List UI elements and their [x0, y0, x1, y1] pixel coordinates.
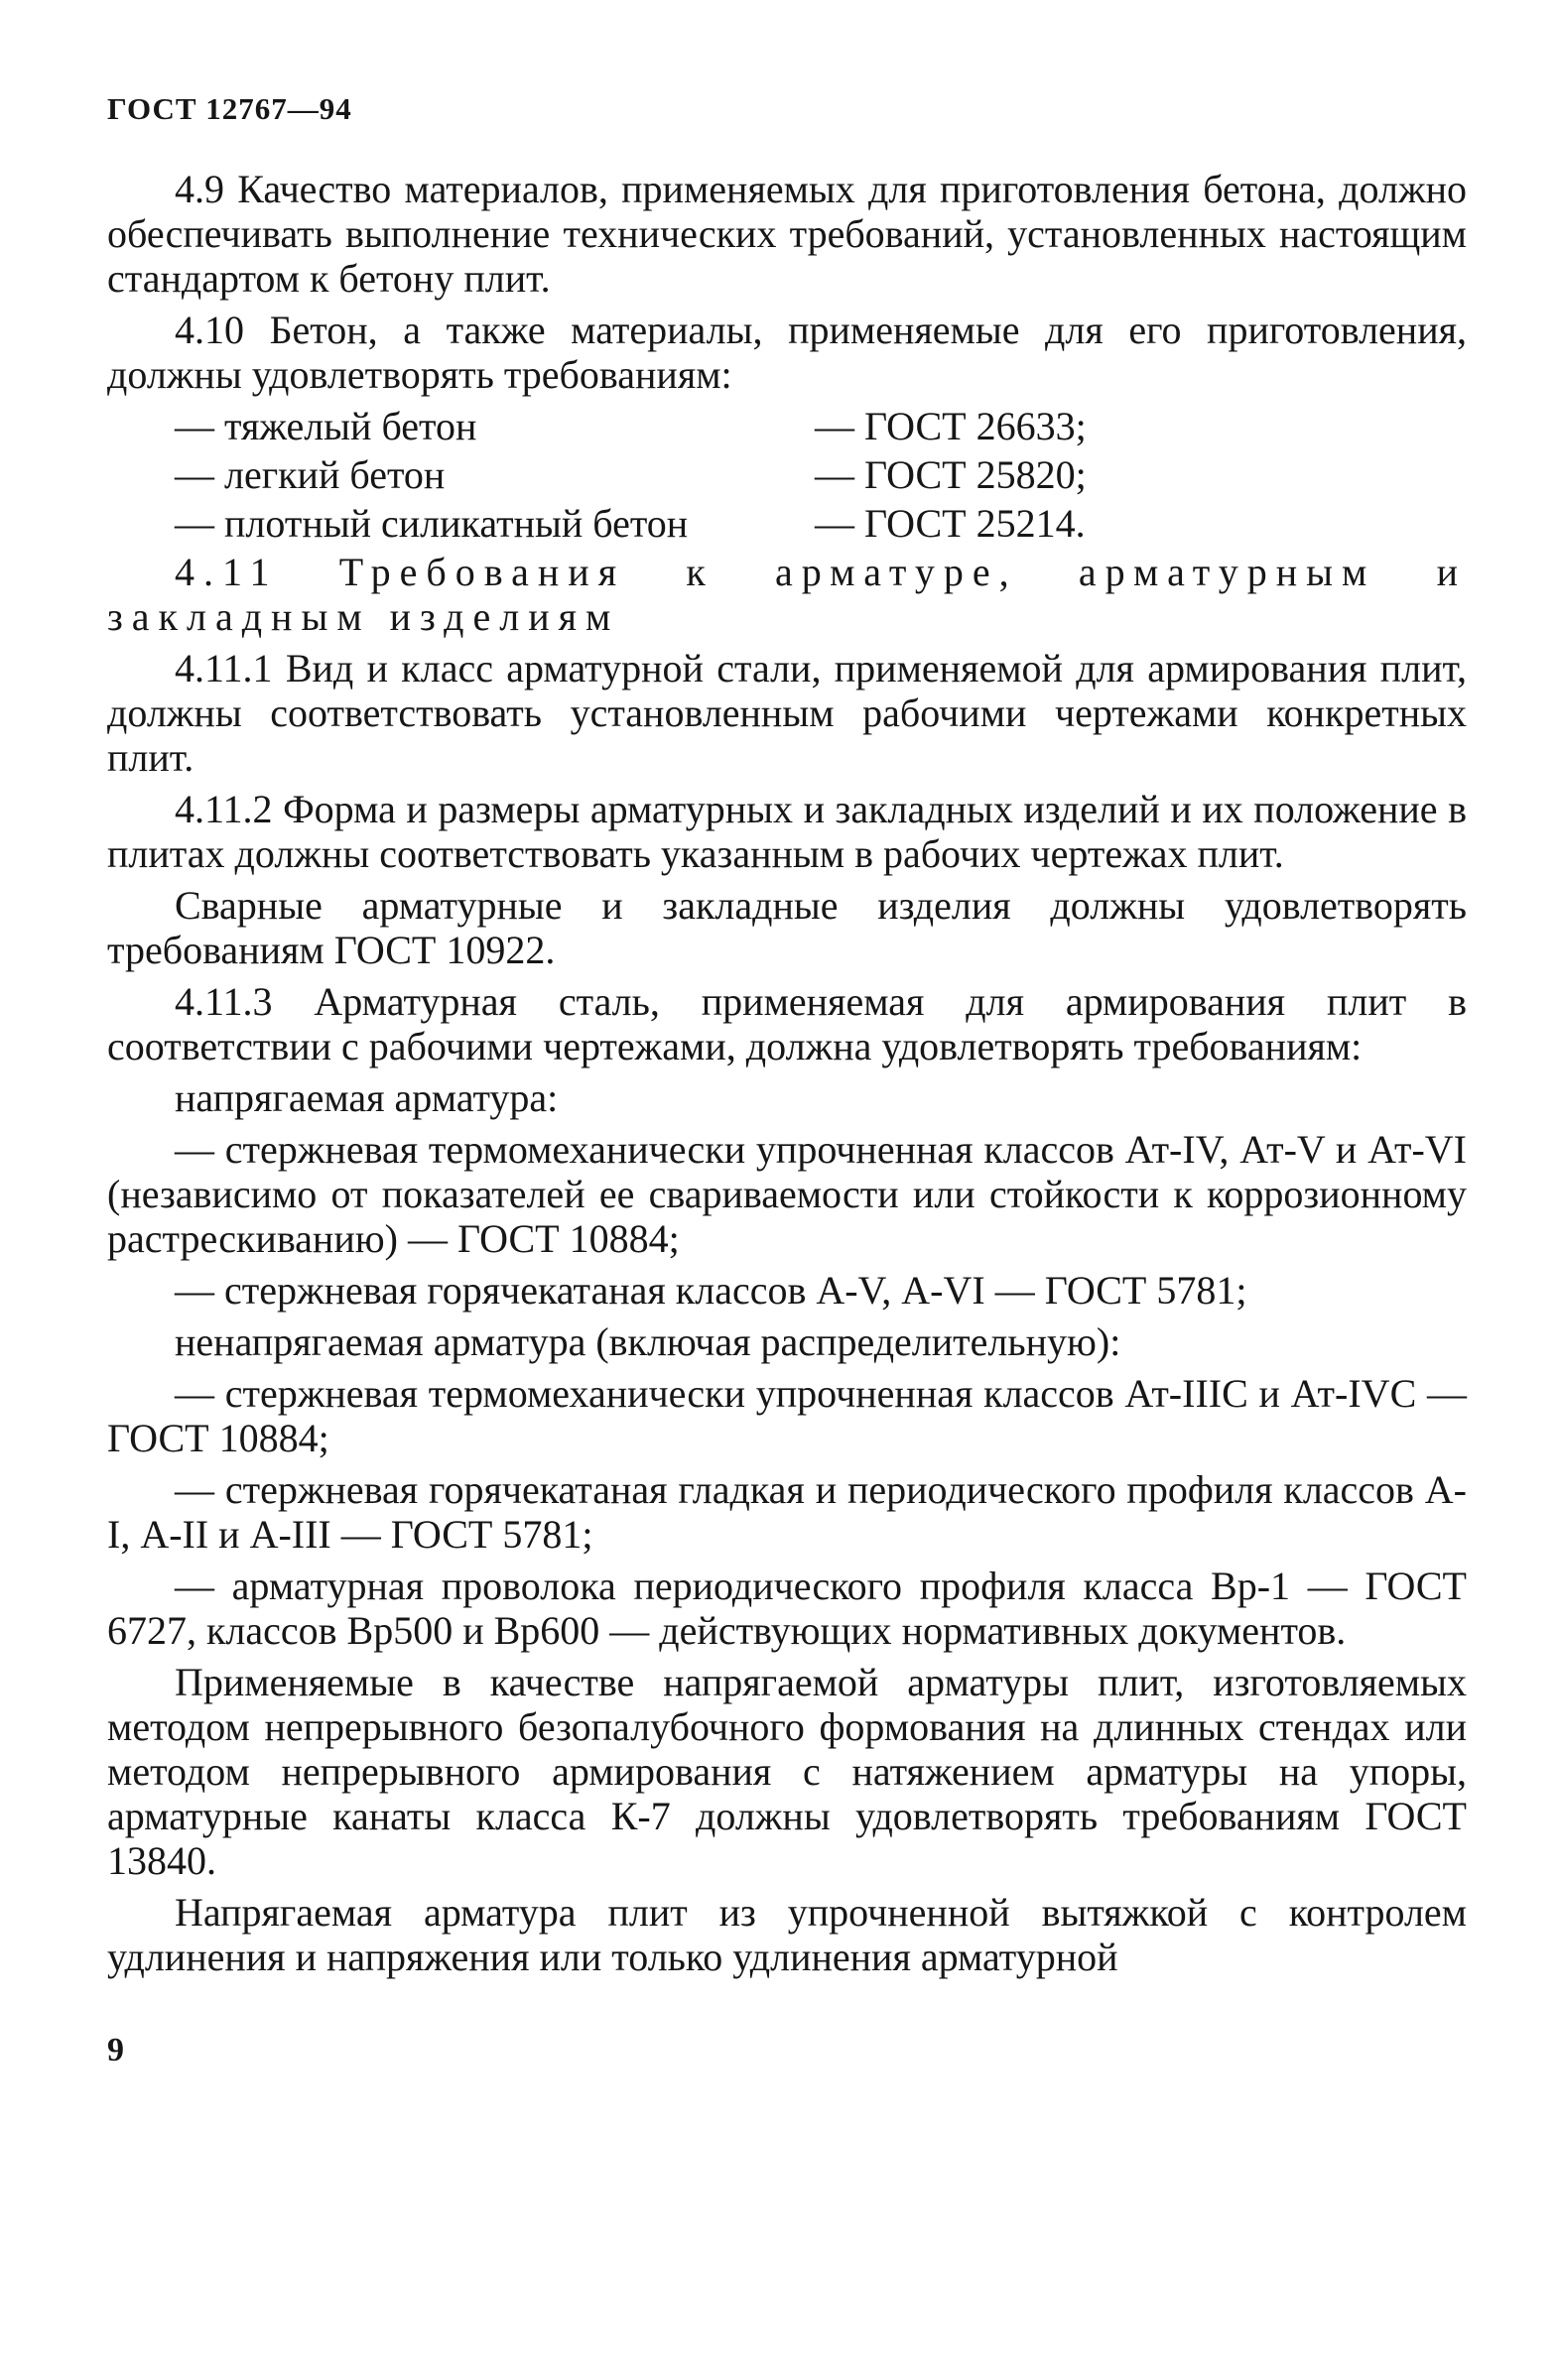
- paragraph-4-9: 4.9 Качество материалов, применяемых для приготовления бетона, должно обеспечивать выполнение технических требований, установленных настоящим стандартом к бетону плит.: [107, 167, 1467, 301]
- list-item-standard: — ГОСТ 25214.: [815, 501, 1086, 546]
- list-item: [107, 452, 1467, 497]
- paragraph-4-10: 4.10 Бетон, а также материалы, применяемые для его приготовления, должны удовлетворять требованиям:: [107, 308, 1467, 397]
- paragraph-4-11-3: 4.11.3 Арматурная сталь, применяемая для армирования плит в соответствии с рабочими чертежами, должна удовлетворять требованиям:: [107, 979, 1467, 1068]
- list-item-label: — легкий бетон: [175, 452, 446, 497]
- paragraph-4-11-1: 4.11.1 Вид и класс арматурной стали, применяемой для армирования плит, должны соответствовать установленным рабочими чертежами конкретных плит.: [107, 646, 1467, 780]
- paragraph-ropes: Применяемые в качестве напрягаемой арматуры плит, изготовляемых методом непрерывного безопалубочного формования на длинных стендах или методом непрерывного армирования с натяжением арматуры на упоры, арматурные канаты класса К-7 должны удовлетворять требованиям ГОСТ 13840.: [107, 1660, 1467, 1883]
- list-item-label: — плотный силикатный бетон: [175, 501, 689, 546]
- document-body: [107, 167, 1467, 1986]
- paragraph-welded-items: Сварные арматурные и закладные изделия должны удовлетворять требованиям ГОСТ 10922.: [107, 883, 1467, 972]
- document-header: ГОСТ 12767—94: [107, 91, 352, 126]
- list-item-label: — тяжелый бетон: [175, 404, 477, 448]
- non-prestressed-item-1: — стержневая термомеханически упрочненная классов Ат-IIIС и Ат-IVС — ГОСТ 10884;: [107, 1371, 1467, 1460]
- prestressed-item-2: — стержневая горячекатаная классов А-V, А-VI — ГОСТ 5781;: [175, 1268, 1247, 1313]
- prestressed-item-1: — стержневая термомеханически упрочненная классов Ат-IV, Ат-V и Ат-VI (независимо от показателей ее свариваемости или стойкости к коррозионному растрескиванию) — ГОСТ 10884;: [107, 1127, 1467, 1261]
- non-prestressed-label: ненапрягаемая арматура (включая распределительную):: [175, 1319, 1121, 1364]
- prestressed-label: напрягаемая арматура:: [175, 1075, 559, 1120]
- list-item: [107, 501, 1467, 546]
- section-heading-4-11: 4.11 Требования к арматуре, арматурным и закладным изделиям: [107, 550, 1467, 639]
- paragraph-4-11-2: 4.11.2 Форма и размеры арматурных и закладных изделий и их положение в плитах должны соответствовать указанным в рабочих чертежах плит.: [107, 787, 1467, 876]
- paragraph-last: Напрягаемая арматура плит из упрочненной вытяжкой с контролем удлинения и напряжения или только удлинения арматурной: [107, 1890, 1467, 1979]
- non-prestressed-item-2: — стержневая горячекатаная гладкая и периодического профиля классов А-I, А-II и А-III — ГОСТ 5781;: [107, 1467, 1467, 1557]
- list-item-standard: — ГОСТ 26633;: [815, 404, 1087, 448]
- list-item-standard: — ГОСТ 25820;: [815, 452, 1087, 497]
- non-prestressed-item-3: — арматурная проволока периодического профиля класса Вр-1 — ГОСТ 6727, классов Вр500 и Вр600 — действующих нормативных документов.: [107, 1564, 1467, 1653]
- page-number: 9: [107, 2032, 124, 2068]
- list-item: [107, 404, 1467, 448]
